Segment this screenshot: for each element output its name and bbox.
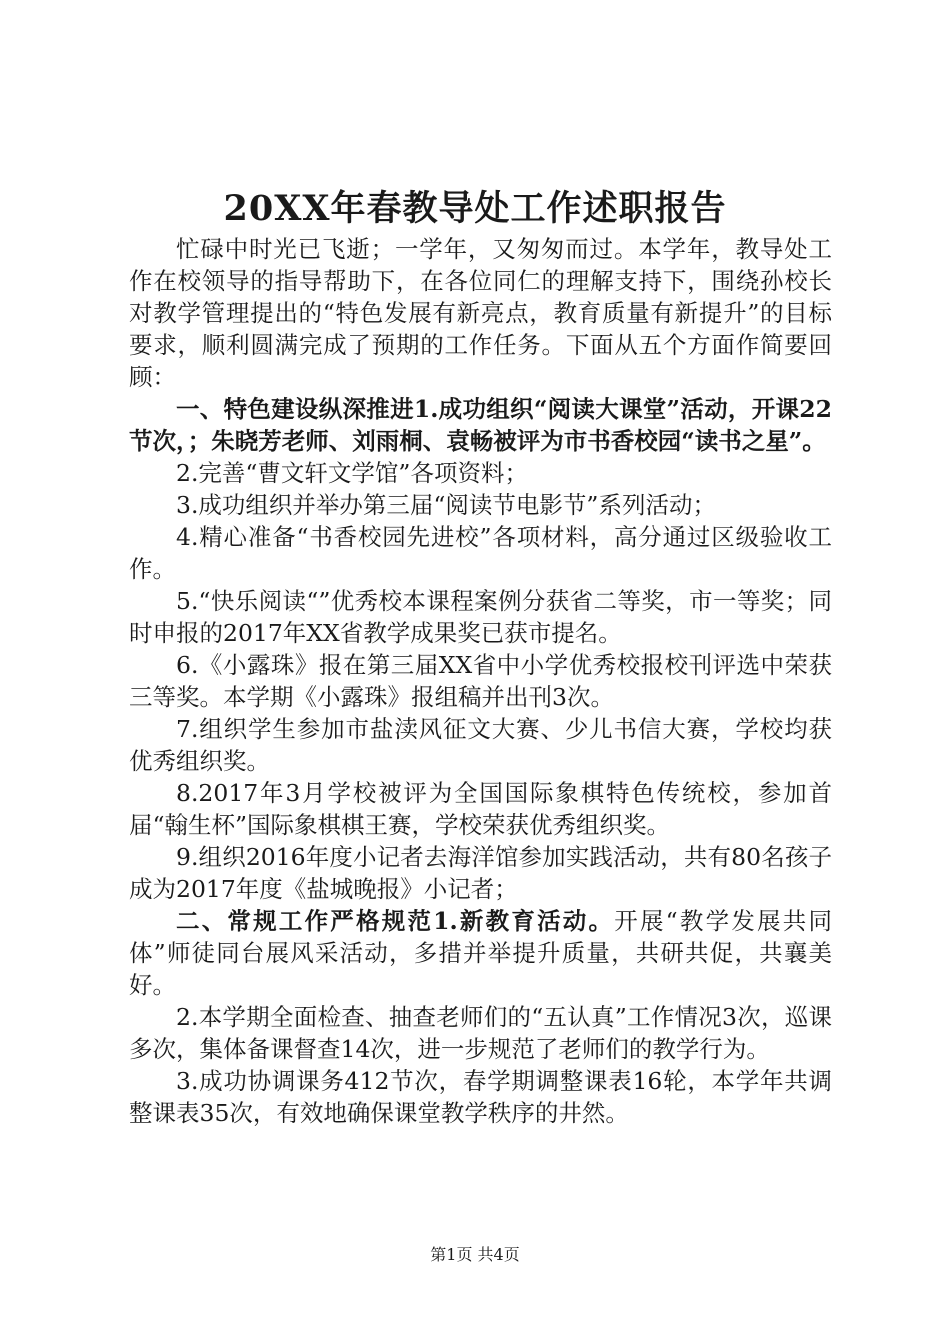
list-item: 3.成功协调课务412节次，春学期调整课表16轮，本学年共调整课表35次，有效地确保课堂教学秩序的井然。 — [129, 1067, 832, 1127]
page-title: 20XX年春教导处工作述职报告 — [223, 188, 727, 229]
list-item: 6.《小露珠》报在第三届XX省中小学优秀校报校刊评选中荣获三等奖。本学期《小露珠》报组稿并出刊3次。 — [129, 651, 832, 711]
list-item: 5.“快乐阅读“”优秀校本课程案例分获省二等奖，市一等奖；同时申报的2017年XX省教学成果奖已获市提名。 — [129, 587, 832, 647]
list-item: 4.精心准备“书香校园先进校”各项材料，高分通过区级验收工作。 — [129, 523, 832, 583]
list-item: 2.完善“曹文轩文学馆”各项资料； — [176, 459, 528, 487]
document-body — [129, 233, 832, 1129]
list-item: 9.组织2016年度小记者去海洋馆参加实践活动，共有80名孩子成为2017年度《盐城晚报》小记者； — [129, 843, 832, 903]
page-footer: 第1页 共4页 — [430, 1245, 520, 1264]
section-2-heading: 二、常规工作严格规范1.新教育活动。 — [176, 907, 615, 935]
section-2-text: 开展“教学发展共同体”师徒同台展风采活动，多措并举提升质量，共研共促，共襄美好。 — [129, 907, 832, 999]
section-1-heading: 一、特色建设纵深推进1.成功组织“阅读大课堂”活动，开课22节次，；朱晓芳老师、刘雨桐、袁畅被评为市书香校园“读书之星”。 — [129, 395, 832, 455]
list-item: 2.本学期全面检查、抽查老师们的“五认真”工作情况3次，巡课多次，集体备课督查14次，进一步规范了老师们的教学行为。 — [129, 1003, 832, 1063]
section-2-paragraph — [129, 905, 832, 1001]
list-item: 3.成功组织并举办第三届“阅读节电影节”系列活动； — [176, 491, 716, 519]
list-item: 7.组织学生参加市盐渎风征文大赛、少儿书信大赛，学校均获优秀组织奖。 — [129, 715, 832, 775]
list-item: 8.2017年3月学校被评为全国国际象棋特色传统校，参加首届“翰生杯”国际象棋棋王赛，学校荣获优秀组织奖。 — [129, 779, 832, 839]
intro-paragraph: 忙碌中时光已飞逝；一学年，又匆匆而过。本学年，教导处工作在校领导的指导帮助下，在各位同仁的理解支持下，围绕孙校长对教学管理提出的“特色发展有新亮点，教育质量有新提升”的目标要求，顺利圆满完成了预期的工作任务。下面从五个方面作简要回顾： — [129, 235, 832, 391]
